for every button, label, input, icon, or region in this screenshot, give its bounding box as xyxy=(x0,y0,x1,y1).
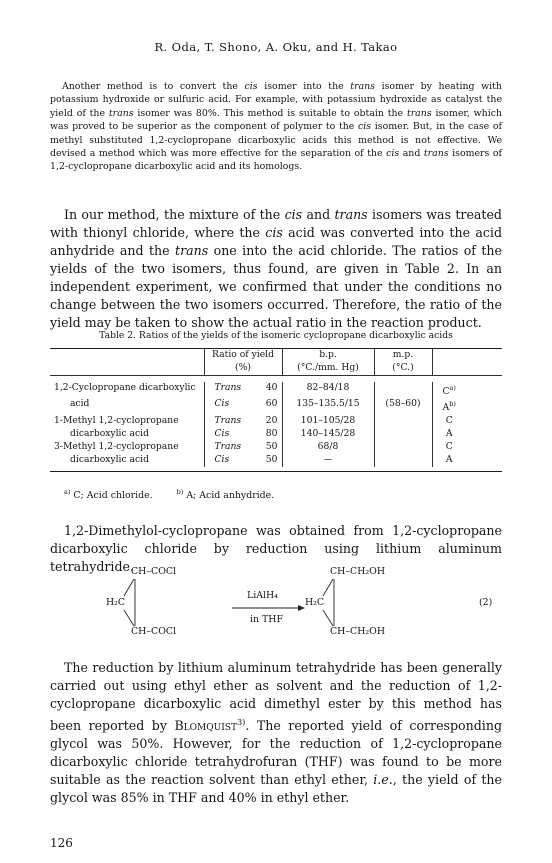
boiling-point: 82–84/18 xyxy=(282,382,374,399)
ratio-value: 50 xyxy=(265,440,278,452)
table-row xyxy=(50,415,502,428)
isomer: Trans xyxy=(204,441,252,454)
header-mp: m.p. (°C.) xyxy=(374,349,432,375)
table-row xyxy=(50,441,502,454)
product-type: C xyxy=(445,440,453,452)
reactant-h2c: H₂C xyxy=(106,597,126,608)
table-row xyxy=(50,454,502,467)
melting-point xyxy=(374,428,432,441)
spacer xyxy=(466,441,502,454)
reactant-bottom: CH–COCl xyxy=(131,626,177,637)
boiling-point: 101–105/28 xyxy=(282,415,374,428)
header-ratio: Ratio of yield (%) xyxy=(204,349,282,375)
compound-name: acid xyxy=(70,398,90,410)
isomer: Cis xyxy=(204,428,252,441)
melting-point xyxy=(374,415,432,428)
ratio-value: 20 xyxy=(265,415,278,427)
compound-name: 3-Methyl 1,2-cyclopropane xyxy=(54,440,179,452)
ratio-value: 50 xyxy=(265,453,278,465)
equation-bonds xyxy=(0,560,552,650)
boiling-point: 68/8 xyxy=(282,441,374,454)
spacer xyxy=(466,382,502,399)
reduction-paragraph: The reduction by lithium aluminum tetrahydride has been generally carried out using ethyl ether as solvent and the reduction of 1,2-cyclopropane dicarboxylic acid dimethyl ester by this method has been reported by Blomquist$^{3)}$. The reported yield of corresponding glycol was 50%. However, for the reduction of 1,2-cyclopropane dicarboxylic chloride tetrahydrofuran (THF) was found to be more suitable as the reaction solvent than ethyl ether, i.e., the yield of the glycol was 85% in THF and 40% in ethyl ether. xyxy=(50,660,503,806)
boiling-point: — xyxy=(282,454,374,467)
table-footnotes: $^{a)}$ C; Acid chloride. $^{b)}$ A; Acid anhydride. xyxy=(64,488,275,502)
running-header: R. Oda, T. Shono, A. Oku, and H. Takao xyxy=(154,40,398,54)
table-row xyxy=(50,428,502,441)
compound-name: dicarboxylic acid xyxy=(70,428,150,440)
reactant-top: CH–COCl xyxy=(131,566,177,577)
ratio-value: 80 xyxy=(265,428,278,440)
isomer: Cis xyxy=(204,454,252,467)
method-paragraph: In our method, the mixture of the cis and trans isomers was treated with thionyl chloride, where the cis acid was converted into the acid anhydride and the trans one into the acid chloride. The ratios of the yields of the two isomers, thus found, are given in Table 2. In an independent experiment, we confirmed that under the conditions no change between the two isomers occurred. Therefore, the ratio of the yield may be taken to show the actual ratio in the reaction product. xyxy=(50,207,503,330)
melting-point xyxy=(374,382,432,399)
isomer: Cis xyxy=(204,398,252,415)
ratio-value: 60 xyxy=(265,398,278,410)
yield-ratio-table xyxy=(50,348,502,472)
dimethylol-paragraph: 1,2-Dimethylol-cyclopropane was obtained from 1,2-cyclopropane dicarboxylic chloride by reduction using lithium aluminum tetrahydride. xyxy=(50,523,502,574)
compound-name: dicarboxylic acid xyxy=(70,453,150,465)
page-number: 126 xyxy=(50,836,73,850)
isomer: Trans xyxy=(204,415,252,428)
isomer: Trans xyxy=(204,382,252,399)
table-row xyxy=(50,398,502,415)
intro-text: Another method is to convert the cis isomer into the trans isomer by heating with potassium hydroxide or sulfuric acid. For example, with potassium hydroxide as catalyst the yield of the trans isomer was 80%. This method is suitable to obtain the trans isomer, which was proved to be superior as the component of polymer to the cis isomer. But, in the case of methyl substituted 1,2-cyclopropane dicarboxylic acids this method is not effective. We devised a method which was more effective for the separation of the cis and trans isomers of 1,2-cyclopropane dicarboxylic acid and its homologs. xyxy=(50,81,503,173)
product-h2c: H₂C xyxy=(305,597,325,608)
header-bp: b.p. (°C./mm. Hg) xyxy=(282,349,374,375)
spacer xyxy=(466,454,502,467)
product-type: C xyxy=(445,415,453,427)
product-bottom: CH–CH₂OH xyxy=(330,626,386,637)
melting-point: (58–60) xyxy=(374,398,432,415)
reaction-equation xyxy=(0,560,552,650)
boiling-point: 140–145/28 xyxy=(282,428,374,441)
product-top: CH–CH₂OH xyxy=(330,566,386,577)
product-type: $A^{b)}$ xyxy=(442,400,456,414)
product-type: A xyxy=(445,453,453,465)
reagent-label: LiAlH₄ xyxy=(247,590,278,601)
equation-number: (2) xyxy=(479,597,493,608)
melting-point xyxy=(374,454,432,467)
spacer xyxy=(466,428,502,441)
product-type: A xyxy=(445,428,453,440)
spacer xyxy=(466,398,502,415)
table-row xyxy=(50,382,502,399)
spacer xyxy=(466,415,502,428)
boiling-point: 135–135.5/15 xyxy=(282,398,374,415)
intro-paragraph xyxy=(50,80,502,174)
product-type: $C^{a)}$ xyxy=(442,383,456,397)
table-caption: Table 2. Ratios of the yields of the isomeric cyclopropane dicarboxylic acids xyxy=(99,330,453,341)
compound-name: 1,2-Cyclopropane dicarboxylic xyxy=(54,381,196,393)
ratio-value: 40 xyxy=(265,381,278,393)
melting-point xyxy=(374,441,432,454)
solvent-label: in THF xyxy=(250,614,283,625)
compound-name: 1-Methyl 1,2-cyclopropane xyxy=(54,415,179,427)
